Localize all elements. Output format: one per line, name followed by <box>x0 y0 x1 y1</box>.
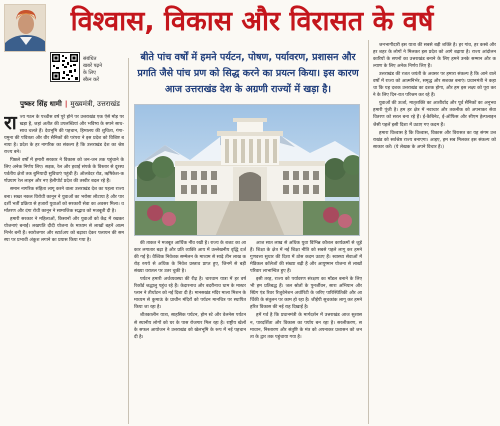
article-column-right <box>373 42 496 424</box>
byline-separator: | <box>64 100 68 108</box>
column-rule <box>128 58 129 424</box>
qr-scan-label: संबंधित खबरें पढ़ने के लिए स्कैन करें <box>83 56 103 83</box>
qr-code-icon <box>51 53 79 81</box>
article-paragraph: हमारा विश्वास है कि विश्वास, विकास और विरासत का यह संगम उत्तराखंड को सर्वश्रेष्ठ राज्य बनाएगा। आइए, हम सब मिलकर इस संकल्प को साकार करें। (ये लेखक के अपने विचार हैं।) <box>373 130 496 150</box>
article-column-middle <box>134 240 246 424</box>
article-paragraph: राज्य गठन के पच्चीस वर्ष पूरे होने पर उत्तराखंड एक ऐसे मोड़ पर खड़ा है, जहां अतीत की उपलब्धियां और भविष्य के सपने साथ-साथ चलते हैं। देवभूमि की पहचान, हिमालय की शुचिता, गंगा-यमुना की पवित्रता और वीर सैनिकों की परंपरा ने इस प्रदेश को विशिष्ट बनाया है। प्रदेश के हर नागरिक का संकल्प है कि उत्तराखंड देश का श्रेष्ठ राज्य बने। <box>4 114 124 156</box>
article-paragraph: हमारी सरकार ने महिलाओं, किसानों और युवाओं को केंद्र में रखकर योजनाएं बनाईं। लखपति दीदी योजना के माध्यम से लाखों बहनें आत्मनिर्भर बनी हैं। स्वरोजगार और स्टार्टअप को बढ़ावा देकर पलायन की समस्या पर प्रभावी अंकुश लगाने का प्रयास किया गया है। <box>4 216 124 243</box>
article-paragraph: आज सात लाख से अधिक युवा विभिन्न कौशल कार्यक्रमों से जुड़े हैं। शिक्षा के क्षेत्र में नई शिक्षा नीति को सबसे पहले लागू कर हमने गुणवत्ता सुधार की दिशा में ठोस कदम उठाए हैं। स्वास्थ्य सेवाओं में मेडिकल कॉलेजों की संख्या बढ़ी है और आयुष्मान योजना से लाखों परिवार लाभान्वित हुए हैं। <box>250 241 362 275</box>
article-paragraph: युवाओं की ऊर्जा, मातृशक्ति का आशीर्वाद और पूर्व सैनिकों का अनुभव हमारी पूंजी है। हम हर क्षेत्र में नवाचार और तकनीक को अपनाकर सेवा वितरण को सरल बना रहे हैं। ई-कैबिनेट, ई-ऑफिस और सीएम हेल्पलाइन जैसी पहलें इसी दिशा में उठाए गए कदम हैं। <box>373 101 496 128</box>
article-paragraph: शीतकालीन यात्रा, साहसिक पर्यटन, होम स्टे और वेलनेस पर्यटन से स्थानीय लोगों को घर के पास रोजगार मिल रहा है। राष्ट्रीय खेलों के सफल आयोजन ने उत्तराखंड को खेलभूमि के रूप में नई पहचान दी है। <box>134 313 246 340</box>
qr-code[interactable] <box>50 52 80 82</box>
assembly-building-photo <box>134 104 360 236</box>
headline: विश्वास, विकास और विरासत के वर्ष <box>70 6 434 37</box>
article-paragraph: की ताकत ने मजबूत आर्थिक नींव रखी है। राज्य के बजट का आकार लगातार बढ़ा है और प्रति व्यक्ति आय में उल्लेखनीय वृद्धि दर्ज की गई है। वैश्विक निवेशक सम्मेलन के माध्यम से साढ़े तीन लाख करोड़ रुपये से अधिक के निवेश प्रस्ताव प्राप्त हुए, जिनमें से बड़ी संख्या धरातल पर उतर चुकी है। <box>134 241 246 275</box>
byline-role: मुख्यमंत्री, उत्तराखंड <box>70 100 120 108</box>
byline-author: पुष्कर सिंह धामी <box>20 100 62 108</box>
article-paragraph: हमें गर्व है कि प्रधानमंत्री के मार्गदर्शन में उत्तराखंड आज सुशासन, पारदर्शिता और विकास का पर्याय बन रहा है। सरलीकरण, समाधान, निस्तारण और संतुष्टि के मंत्र को अपनाकर प्रशासन को जनता के द्वार तक पहुंचाया गया है। <box>250 313 362 340</box>
article-column-left <box>4 114 124 424</box>
drop-cap: रा <box>4 114 17 134</box>
article-paragraph: समान नागरिक संहिता लागू करने वाला उत्तराखंड देश का पहला राज्य बना। सख्त नकल विरोधी कानून ने युवाओं का भरोसा लौटाया है और पारदर्शी भर्ती प्रक्रिया से हजारों युवाओं को सरकारी सेवा का अवसर मिला। धर्मांतरण और दंगा रोधी कानून ने सामाजिक सद्भाव को मजबूती दी है। <box>4 187 124 214</box>
article-paragraph: जनभागीदारी इस यात्रा की सबसे बड़ी शक्ति है। हर गांव, हर कस्बे और हर शहर के लोगों ने मिलकर इस प्रदेश को आगे बढ़ाया है। राज्य आंदोलनकारियों के सपनों का उत्तराखंड बनाने के लिए हमने उनके सम्मान और कल्याण के लिए अनेक निर्णय लिए हैं। <box>373 43 496 70</box>
article-paragraph: उत्तराखंड की रजत जयंती के अवसर पर हमारा संकल्प है कि आने वाले वर्षों में राज्य को आत्मनिर्भर, समृद्ध और सशक्त बनाएं। प्रधानमंत्री ने कहा था कि यह दशक उत्तराखंड का दशक होगा, और हम इस लक्ष्य को पूरा करने के लिए दिन-रात परिश्रम कर रहे हैं। <box>373 72 496 99</box>
article-column-center <box>250 240 362 424</box>
subheading: बीते पांच वर्षों में हमने पर्यटन, पोषण, पर्यावरण, प्रशासन और प्रगति जैसे पांच प्रण को सिद्ध करने का प्रयत्न किया। इस कारण आज उत्तराखंड देश के अग्रणी राज्यों में खड़ा है। <box>137 52 359 95</box>
article-paragraph: इसी तरह, राज्य को पर्यावरण संरक्षण का मॉडल बनाने के लिए भी हम प्रतिबद्ध हैं। जल स्रोतों के पुनर्जीवन, सारा अभियान और स्प्रिंग एंड रिवर रिजुवेनेशन अथॉरिटी के जरिए पारिस्थितिकी और आर्थिकी के संतुलन पर काम हो रहा है। जीईपी सूचकांक लागू कर हमने हरित विकास की नई राह दिखाई है। <box>250 277 362 311</box>
author-photo <box>4 4 46 52</box>
author-photo-image <box>5 5 46 52</box>
column-rule <box>368 40 369 424</box>
article-paragraph: पिछले वर्षों में हमारी सरकार ने विकास को जन-जन तक पहुंचाने के लिए अनेक निर्णय लिए। सड़क, रेल और हवाई संपर्क के विस्तार से दूरस्थ पर्वतीय क्षेत्रों तक बुनियादी सुविधाएं पहुंची हैं। ऑलवेदर रोड, ऋषिकेश-कर्णप्रयाग रेल लाइन और नए हेलीपोर्ट प्रदेश की तस्वीर बदल रहे हैं। <box>4 158 124 185</box>
assembly-building-illustration <box>135 105 360 236</box>
article-paragraph: पर्यटन हमारी अर्थव्यवस्था की रीढ़ है। चारधाम यात्रा में हर वर्ष रिकॉर्ड श्रद्धालु पहुंच रहे हैं। केदारनाथ और बदरीनाथ धाम के मास्टर प्लान ने तीर्थाटन को नई दिशा दी है। मानसखंड मंदिर माला मिशन के माध्यम से कुमाऊं के प्राचीन मंदिरों को पर्यटन मानचित्र पर स्थापित किया जा रहा है। <box>134 277 246 311</box>
